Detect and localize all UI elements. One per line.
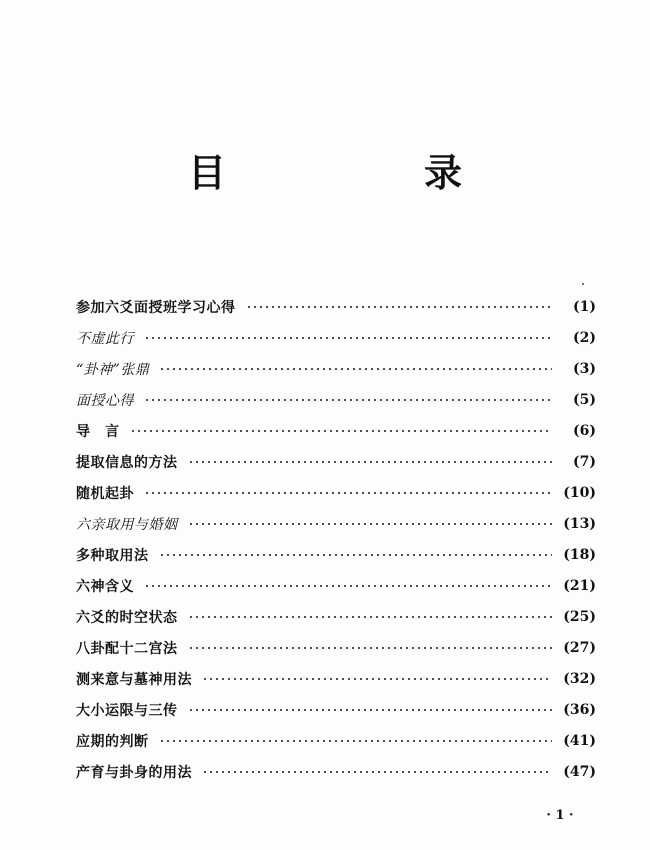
toc-entry bbox=[76, 353, 596, 384]
toc-entry-page: (25) bbox=[563, 608, 596, 625]
toc-entry-title: 六神含义 bbox=[76, 578, 134, 595]
page-title: 目 录 bbox=[187, 151, 542, 195]
toc-entry-title: 提取信息的方法 bbox=[76, 454, 178, 471]
toc-entry bbox=[76, 539, 596, 570]
toc-entry-page: (3) bbox=[573, 360, 596, 377]
toc-entry bbox=[76, 632, 596, 663]
dot-leader bbox=[188, 647, 553, 649]
toc-entry bbox=[76, 322, 596, 353]
toc-entry-title: 测来意与墓神用法 bbox=[76, 671, 192, 688]
toc-entry-page: (13) bbox=[563, 515, 596, 532]
dot-leader bbox=[188, 616, 553, 618]
toc-entry-page: (41) bbox=[563, 732, 596, 749]
toc-entry-title: 大小运限与三传 bbox=[76, 702, 178, 719]
toc-entry-title: 产育与卦身的用法 bbox=[76, 764, 192, 781]
toc-entry bbox=[76, 291, 596, 322]
toc-entry-title: 不虚此行 bbox=[76, 330, 134, 347]
dot-leader bbox=[144, 585, 552, 587]
toc-entry-title: 参加六爻面授班学习心得 bbox=[76, 299, 236, 316]
toc-entry bbox=[76, 756, 596, 787]
dot-leader bbox=[202, 771, 552, 773]
toc-entry-page: (21) bbox=[563, 577, 596, 594]
dot-leader bbox=[202, 678, 552, 680]
toc-entry-page: (5) bbox=[573, 391, 596, 408]
toc-entry-page: (18) bbox=[563, 546, 596, 563]
toc-entry bbox=[76, 415, 596, 446]
dot-leader bbox=[130, 430, 553, 432]
dot-leader bbox=[144, 337, 552, 339]
toc-entry bbox=[76, 725, 596, 756]
dot-leader bbox=[159, 554, 553, 556]
dot-leader bbox=[188, 461, 553, 463]
dot-leader bbox=[159, 740, 553, 742]
dot-leader bbox=[144, 399, 552, 401]
toc-entry bbox=[76, 384, 596, 415]
toc-entry-page: (47) bbox=[563, 763, 596, 780]
toc-entry-title: 八卦配十二宫法 bbox=[76, 640, 178, 657]
toc-entry-page: (7) bbox=[573, 453, 596, 470]
toc-entry bbox=[76, 694, 596, 725]
toc-entry-title: 六亲取用与婚姻 bbox=[76, 516, 178, 533]
page-number: · 1 · bbox=[546, 808, 574, 823]
scan-speck bbox=[582, 283, 584, 285]
toc-entry bbox=[76, 508, 596, 539]
toc-entry-page: (32) bbox=[563, 670, 596, 687]
toc-entry bbox=[76, 446, 596, 477]
dot-leader bbox=[246, 306, 553, 308]
toc-entry-title: 多种取用法 bbox=[76, 547, 149, 564]
toc-entry-title: 应期的判断 bbox=[76, 733, 149, 750]
dot-leader bbox=[188, 709, 553, 711]
table-of-contents bbox=[76, 291, 596, 787]
toc-entry-title: 导 言 bbox=[76, 423, 120, 440]
toc-entry bbox=[76, 477, 596, 508]
toc-entry bbox=[76, 570, 596, 601]
toc-entry-title: 面授心得 bbox=[76, 392, 134, 409]
dot-leader bbox=[144, 492, 552, 494]
toc-entry-title: 随机起卦 bbox=[76, 485, 134, 502]
toc-entry-title: “卦神”张鼎 bbox=[76, 361, 150, 378]
toc-entry-page: (1) bbox=[573, 298, 596, 315]
toc-entry-page: (2) bbox=[573, 329, 596, 346]
toc-entry-title: 六爻的时空状态 bbox=[76, 609, 178, 626]
dot-leader bbox=[159, 368, 552, 370]
toc-entry-page: (10) bbox=[563, 484, 596, 501]
dot-leader bbox=[188, 523, 553, 525]
toc-entry-page: (36) bbox=[563, 701, 596, 718]
toc-entry-page: (6) bbox=[573, 422, 596, 439]
toc-entry bbox=[76, 663, 596, 694]
toc-entry-page: (27) bbox=[563, 639, 596, 656]
toc-entry bbox=[76, 601, 596, 632]
